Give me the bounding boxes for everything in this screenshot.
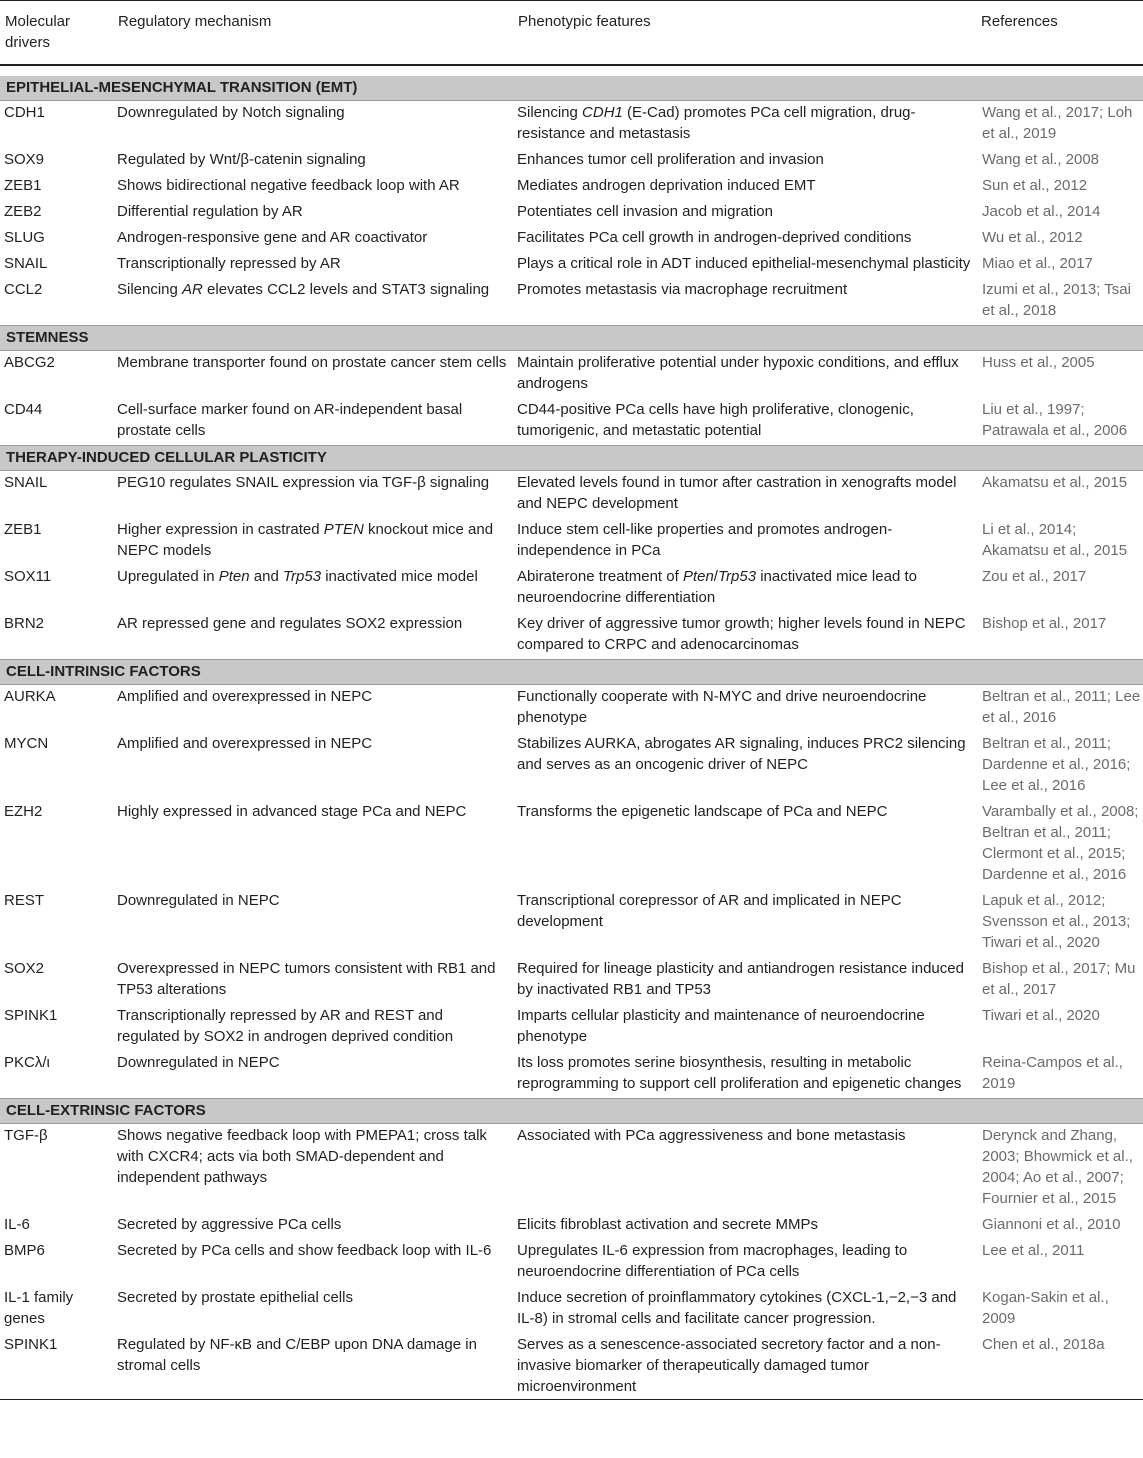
table-row [0, 1333, 1143, 1400]
cell-references: Li et al., 2014; Akamatsu et al., 2015 [982, 521, 1128, 559]
header-regulatory-mechanism: Regulatory mechanism [113, 1, 513, 66]
cell-phenotypic-features: Promotes metastasis via macrophage recruitment [517, 281, 848, 298]
cell-phenotypic-features: Potentiates cell invasion and migration [517, 203, 773, 220]
table-row [0, 226, 1143, 252]
table-row [0, 1239, 1143, 1286]
cell-molecular-driver: AURKA [4, 688, 56, 705]
cell-references: Bishop et al., 2017 [982, 615, 1107, 632]
cell-references: Lee et al., 2011 [982, 1242, 1085, 1259]
header-molecular-drivers: Molecular drivers [0, 1, 113, 66]
cell-references: Liu et al., 1997; Patrawala et al., 2006 [982, 401, 1128, 439]
cell-references: Wu et al., 2012 [982, 229, 1083, 246]
cell-molecular-driver: SOX2 [4, 960, 45, 977]
cell-molecular-driver: ZEB1 [4, 521, 42, 538]
cell-molecular-driver: ZEB1 [4, 177, 42, 194]
cell-regulatory-mechanism: Amplified and overexpressed in NEPC [117, 735, 373, 752]
cell-phenotypic-features: Maintain proliferative potential under hypoxic conditions, and efflux androgens [517, 354, 959, 392]
cell-phenotypic-features: Functionally cooperate with N-MYC and drive neuroendocrine phenotype [517, 688, 927, 726]
cell-regulatory-mechanism: Shows bidirectional negative feedback loop with AR [117, 177, 460, 194]
cell-references: Varambally et al., 2008; Beltran et al., 2011; Clermont et al., 2015; Dardenne et al., 2016 [982, 803, 1139, 883]
table-row [0, 685, 1143, 733]
cell-molecular-driver: PKCλ/ι [4, 1054, 50, 1071]
cell-regulatory-mechanism: Membrane transporter found on prostate cancer stem cells [117, 354, 507, 371]
cell-references: Wang et al., 2008 [982, 151, 1100, 168]
cell-regulatory-mechanism: Amplified and overexpressed in NEPC [117, 688, 373, 705]
table-row [0, 957, 1143, 1004]
cell-references: Izumi et al., 2013; Tsai et al., 2018 [982, 281, 1131, 319]
cell-references: Jacob et al., 2014 [982, 203, 1101, 220]
cell-molecular-driver: ABCG2 [4, 354, 55, 371]
cell-references: Tiwari et al., 2020 [982, 1007, 1100, 1024]
cell-phenotypic-features: Enhances tumor cell proliferation and invasion [517, 151, 824, 168]
table-row [0, 278, 1143, 326]
cell-molecular-driver: IL-1 family genes [4, 1289, 74, 1327]
cell-molecular-driver: SOX11 [4, 568, 52, 585]
section-header-cell-extrinsic-factors [0, 1099, 1143, 1124]
cell-regulatory-mechanism: AR repressed gene and regulates SOX2 expression [117, 615, 463, 632]
table-row [0, 1213, 1143, 1239]
table-row [0, 1124, 1143, 1214]
cell-phenotypic-features: Facilitates PCa cell growth in androgen-deprived conditions [517, 229, 912, 246]
table-row [0, 252, 1143, 278]
cell-references: Beltran et al., 2011; Dardenne et al., 2016; Lee et al., 2016 [982, 735, 1131, 794]
table-row [0, 200, 1143, 226]
cell-phenotypic-features: Key driver of aggressive tumor growth; higher levels found in NEPC compared to CRPC and adenocarcinomas [517, 615, 966, 653]
cell-phenotypic-features: Its loss promotes serine biosynthesis, resulting in metabolic reprogramming to support cell proliferation and epigenetic changes [517, 1054, 962, 1092]
cell-molecular-driver: SNAIL [4, 474, 48, 491]
cell-regulatory-mechanism: Upregulated in Pten and Trp53 inactivated mice model [117, 568, 478, 585]
header-spacer [0, 65, 1143, 76]
table-row [0, 471, 1143, 519]
cell-phenotypic-features: Imparts cellular plasticity and maintenance of neuroendocrine phenotype [517, 1007, 925, 1045]
cell-molecular-driver: ZEB2 [4, 203, 42, 220]
header-references: References [978, 1, 1143, 66]
cell-phenotypic-features: CD44-positive PCa cells have high proliferative, clonogenic, tumorigenic, and metastatic potential [517, 401, 914, 439]
cell-molecular-driver: IL-6 [4, 1216, 30, 1233]
table-row [0, 565, 1143, 612]
table-row [0, 351, 1143, 399]
cell-references: Derynck and Zhang, 2003; Bhowmick et al., 2004; Ao et al., 2007; Fournier et al., 2015 [982, 1127, 1133, 1207]
cell-molecular-driver: REST [4, 892, 45, 909]
cell-molecular-driver: MYCN [4, 735, 49, 752]
section-title: STEMNESS [0, 326, 1143, 351]
cell-molecular-driver: CD44 [4, 401, 43, 418]
cell-regulatory-mechanism: Regulated by NF-κB and C/EBP upon DNA damage in stromal cells [113, 1333, 513, 1400]
cell-regulatory-mechanism: Overexpressed in NEPC tumors consistent with RB1 and TP53 alterations [117, 960, 496, 998]
cell-regulatory-mechanism: Transcriptionally repressed by AR [117, 255, 341, 272]
cell-references: Lapuk et al., 2012; Svensson et al., 2013; Tiwari et al., 2020 [982, 892, 1131, 951]
table-row [0, 612, 1143, 660]
cell-molecular-driver: CCL2 [4, 281, 43, 298]
cell-references: Sun et al., 2012 [982, 177, 1088, 194]
cell-phenotypic-features: Abiraterone treatment of Pten/Trp53 inactivated mice lead to neuroendocrine differentiation [517, 568, 917, 606]
cell-phenotypic-features: Upregulates IL-6 expression from macrophages, leading to neuroendocrine differentiation of PCa cells [517, 1242, 908, 1280]
table-row [0, 148, 1143, 174]
cell-phenotypic-features: Transforms the epigenetic landscape of PCa and NEPC [517, 803, 888, 820]
cell-references: Miao et al., 2017 [982, 255, 1093, 272]
cell-phenotypic-features: Required for lineage plasticity and antiandrogen resistance induced by inactivated RB1 and TP53 [517, 960, 964, 998]
section-header-cell-intrinsic-factors [0, 660, 1143, 685]
cell-phenotypic-features: Induce stem cell-like properties and promotes androgen-independence in PCa [517, 521, 893, 559]
table-row [0, 1051, 1143, 1099]
cell-regulatory-mechanism: Downregulated by Notch signaling [117, 104, 345, 121]
cell-molecular-driver: EZH2 [4, 803, 43, 820]
cell-molecular-driver: CDH1 [4, 104, 45, 121]
cell-phenotypic-features: Elevated levels found in tumor after castration in xenografts model and NEPC development [517, 474, 957, 512]
cell-regulatory-mechanism: Shows negative feedback loop with PMEPA1; cross talk with CXCR4; acts via both SMAD-dependent and independent pathways [117, 1127, 487, 1186]
cell-references: Beltran et al., 2011; Lee et al., 2016 [982, 688, 1141, 726]
cell-molecular-driver: TGF-β [4, 1127, 48, 1144]
cell-references: Akamatsu et al., 2015 [982, 474, 1128, 491]
table-row [0, 101, 1143, 149]
cell-references: Chen et al., 2018a [978, 1333, 1143, 1400]
cell-regulatory-mechanism: Downregulated in NEPC [117, 1054, 280, 1071]
header-row [0, 1, 1143, 66]
header-phenotypic-features: Phenotypic features [513, 1, 978, 66]
cell-regulatory-mechanism: Transcriptionally repressed by AR and REST and regulated by SOX2 in androgen deprived condition [117, 1007, 454, 1045]
cell-phenotypic-features: Transcriptional corepressor of AR and implicated in NEPC development [517, 892, 902, 930]
cell-regulatory-mechanism: PEG10 regulates SNAIL expression via TGF-β signaling [117, 474, 490, 491]
cell-references: Giannoni et al., 2010 [982, 1216, 1121, 1233]
cell-regulatory-mechanism: Downregulated in NEPC [117, 892, 280, 909]
cell-phenotypic-features: Stabilizes AURKA, abrogates AR signaling, induces PRC2 silencing and serves as an oncogenic driver of NEPC [517, 735, 966, 773]
cell-molecular-driver: SNAIL [4, 255, 48, 272]
table-row [0, 800, 1143, 889]
table-row [0, 398, 1143, 446]
cell-phenotypic-features: Associated with PCa aggressiveness and bone metastasis [517, 1127, 906, 1144]
section-title: CELL-INTRINSIC FACTORS [0, 660, 1143, 685]
cell-references: Wang et al., 2017; Loh et al., 2019 [982, 104, 1133, 142]
cell-references: Bishop et al., 2017; Mu et al., 2017 [982, 960, 1136, 998]
cell-phenotypic-features: Mediates androgen deprivation induced EMT [517, 177, 816, 194]
cell-regulatory-mechanism: Secreted by PCa cells and show feedback loop with IL-6 [117, 1242, 492, 1259]
table-row [0, 1286, 1143, 1333]
table-row [0, 1004, 1143, 1051]
cell-references: Reina-Campos et al., 2019 [982, 1054, 1123, 1092]
cell-molecular-driver: SLUG [4, 229, 45, 246]
table-body [0, 65, 1143, 1400]
cell-regulatory-mechanism: Differential regulation by AR [117, 203, 303, 220]
section-header-stemness [0, 326, 1143, 351]
cell-molecular-driver: BMP6 [4, 1242, 45, 1259]
section-header-epithelial-mesenchymal-transition-emt [0, 76, 1143, 101]
cell-regulatory-mechanism: Secreted by prostate epithelial cells [117, 1289, 353, 1306]
cell-regulatory-mechanism: Higher expression in castrated PTEN knockout mice and NEPC models [117, 521, 494, 559]
cell-molecular-driver: BRN2 [4, 615, 45, 632]
table-row [0, 889, 1143, 957]
cell-regulatory-mechanism: Silencing AR elevates CCL2 levels and STAT3 signaling [117, 281, 490, 298]
cell-molecular-driver: SOX9 [4, 151, 45, 168]
cell-regulatory-mechanism: Secreted by aggressive PCa cells [117, 1216, 342, 1233]
cell-regulatory-mechanism: Cell-surface marker found on AR-independent basal prostate cells [117, 401, 463, 439]
cell-phenotypic-features: Serves as a senescence-associated secretory factor and a non-invasive biomarker of therapeutically damaged tumor microenvironment [513, 1333, 978, 1400]
section-title: THERAPY-INDUCED CELLULAR PLASTICITY [0, 446, 1143, 471]
table-row [0, 174, 1143, 200]
cell-references: Kogan-Sakin et al., 2009 [982, 1289, 1109, 1327]
section-title: EPITHELIAL-MESENCHYMAL TRANSITION (EMT) [0, 76, 1143, 101]
cell-phenotypic-features: Plays a critical role in ADT induced epithelial-mesenchymal plasticity [517, 255, 971, 272]
cell-references: Zou et al., 2017 [982, 568, 1087, 585]
cell-regulatory-mechanism: Androgen-responsive gene and AR coactivator [117, 229, 428, 246]
cell-phenotypic-features: Silencing CDH1 (E-Cad) promotes PCa cell migration, drug-resistance and metastasis [517, 104, 916, 142]
cell-molecular-driver: SPINK1 [4, 1007, 58, 1024]
section-title: CELL-EXTRINSIC FACTORS [0, 1099, 1143, 1124]
table-row [0, 518, 1143, 565]
cell-references: Huss et al., 2005 [982, 354, 1095, 371]
cell-phenotypic-features: Induce secretion of proinflammatory cytokines (CXCL-1,−2,−3 and IL-8) in stromal cells and facilitate cancer progression. [517, 1289, 957, 1327]
cell-phenotypic-features: Elicits fibroblast activation and secrete MMPs [517, 1216, 818, 1233]
table-row [0, 732, 1143, 800]
section-header-therapy-induced-cellular-plasticity [0, 446, 1143, 471]
cell-regulatory-mechanism: Highly expressed in advanced stage PCa and NEPC [117, 803, 467, 820]
cell-regulatory-mechanism: Regulated by Wnt/β-catenin signaling [117, 151, 366, 168]
cell-molecular-driver: SPINK1 [0, 1333, 113, 1400]
